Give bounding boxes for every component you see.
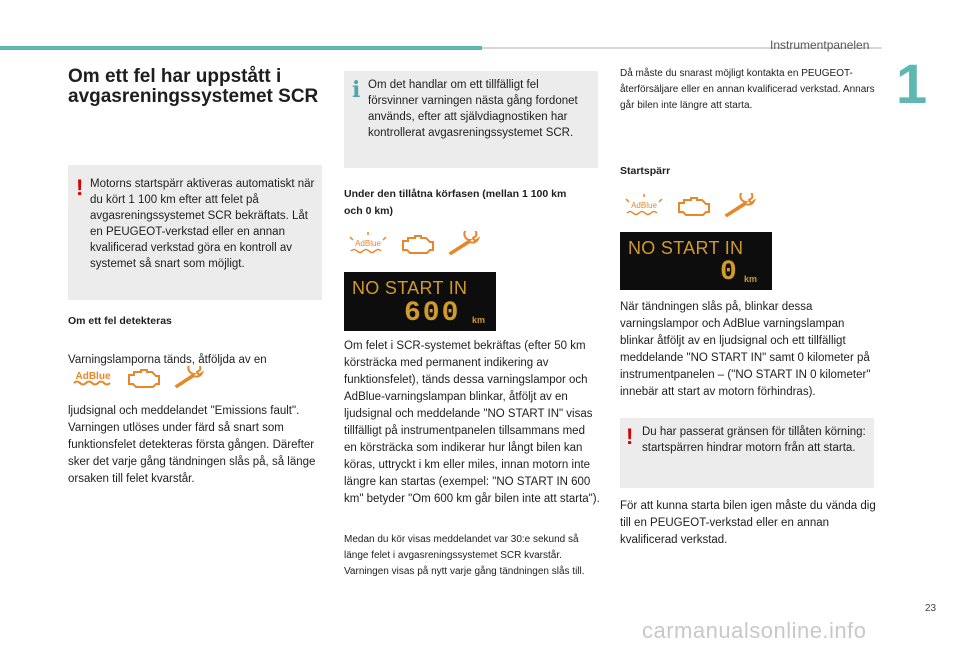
adblue-icon [622, 193, 666, 219]
subhead-allowed-phase: Under den tillåtna körfasen (mellan 1 100 km och 0 km) [344, 188, 567, 217]
engine-icon [676, 193, 712, 219]
adblue-icon [70, 368, 116, 388]
svg-text:AdBlue: AdBlue [75, 371, 111, 382]
engine-icon [126, 366, 162, 390]
display-no-start-600 [344, 272, 496, 331]
warning-box-1 [68, 165, 322, 300]
paragraph-fault-2: ljudsignal och meddelandet "Emissions fault". Varningen utlöses under färd så snart som funktionsfelet detekteras första gången. Därefter sker det varje gång tändningen slås på, så länge orsaken till felet kvarstår. [68, 405, 316, 485]
warning-text-2: Du har passerat gränsen för tillåten körning: startspärren hindrar motorn från att starta. [642, 426, 866, 454]
wrench-icon [172, 366, 208, 390]
watermark: carmanualsonline.info [642, 618, 867, 643]
engine-icon [400, 231, 436, 257]
warning-icon: ! [626, 424, 634, 449]
display-digits: 600 [404, 298, 461, 329]
display-unit: km [744, 274, 758, 284]
warning-text-1: Motorns startspärr aktiveras automatiskt när du kört 1 100 km efter att felet på avgasreningssystemet SCR bekräftats. Låt en PEUGEOT-verkstad eller en annan kvalificerad verkstad göra en kontroll av systemet så snart som möjligt. [90, 178, 315, 270]
svg-text:AdBlue: AdBlue [631, 201, 657, 210]
paragraph-allowed-phase: Om felet i SCR-systemet bekräftas (efter 50 km körsträcka med permanent indikering av funktionsfelet), tänds dessa varningslampor och AdBlue-varningslampan blinkar, åtföljt av en ljudsignal och meddelande "NO START IN" visas tillfälligt på instrumentpanelen tillsammans med en körsträcka som indikerar hur långt bilen kan köras, uttryckt i km eller miles, innan motorn inte längre kan startas (exempel: "NO START IN 600 km" betyder "Om 600 km går bilen inte att starta"). [344, 340, 600, 505]
display-label: NO START IN [352, 278, 468, 298]
info-icon: i [352, 77, 361, 103]
warning-box-2 [620, 418, 874, 488]
display-unit: km [472, 315, 486, 325]
wrench-icon [446, 231, 486, 257]
subhead-fault-detected: Om ett fel detekteras [68, 315, 172, 327]
chapter-number: 1 [896, 52, 928, 115]
display-digits: 0 [720, 257, 739, 288]
display-label: NO START IN [628, 238, 744, 258]
wrench-icon [722, 193, 762, 219]
header-accent-bar [0, 46, 482, 50]
info-text: Om det handlar om ett tillfälligt fel försvinner varningen nästa gång fordonet används, efter att självdiagnostiken har kontrollerat avgasreningssystemet SCR. [368, 79, 578, 139]
warning-icons-row-3 [622, 193, 762, 219]
paragraph-start-lock: När tändningen slås på, blinkar dessa varningslampor och AdBlue varningslampan blinkar åtföljt av en ljudsignal och ett tillfälligt meddelande "NO START IN" samt 0 kilometer på instrumentpanelen – ("NO START IN 0 kilometer" innebär att start av motorn förhindras). [620, 301, 871, 398]
display-no-start-0 [620, 232, 772, 290]
page-title: Om ett fel har uppstått i avgasreningssystemet SCR [68, 66, 319, 107]
warning-icons-row-2 [346, 231, 486, 257]
section-label: Instrumentpanelen [770, 38, 870, 52]
subhead-start-lock: Startspärr [620, 165, 671, 177]
page-number: 23 [925, 603, 937, 614]
svg-text:AdBlue: AdBlue [355, 239, 381, 248]
adblue-icon [346, 231, 390, 257]
paragraph-fault-1: Varningslamporna tänds, åtföljda av en [68, 354, 267, 366]
warning-icons-row-1 [70, 366, 208, 390]
paragraph-contact: Då måste du snarast möjligt kontakta en PEUGEOT-återförsäljare eller en annan kvalificerad verkstad. Annars går bilen inte längre att starta. [620, 68, 875, 111]
paragraph-repeat: Medan du kör visas meddelandet var 30:e sekund så länge felet i avgasreningssystemet SCR kvarstår. Varningen visas på nytt varje gång tändningen slås till. [344, 534, 585, 577]
info-box [344, 71, 598, 168]
warning-icon: ! [76, 175, 84, 200]
paragraph-restart: För att kunna starta bilen igen måste du vända dig till en PEUGEOT-verkstad eller en annan kvalificerad verkstad. [620, 500, 876, 546]
